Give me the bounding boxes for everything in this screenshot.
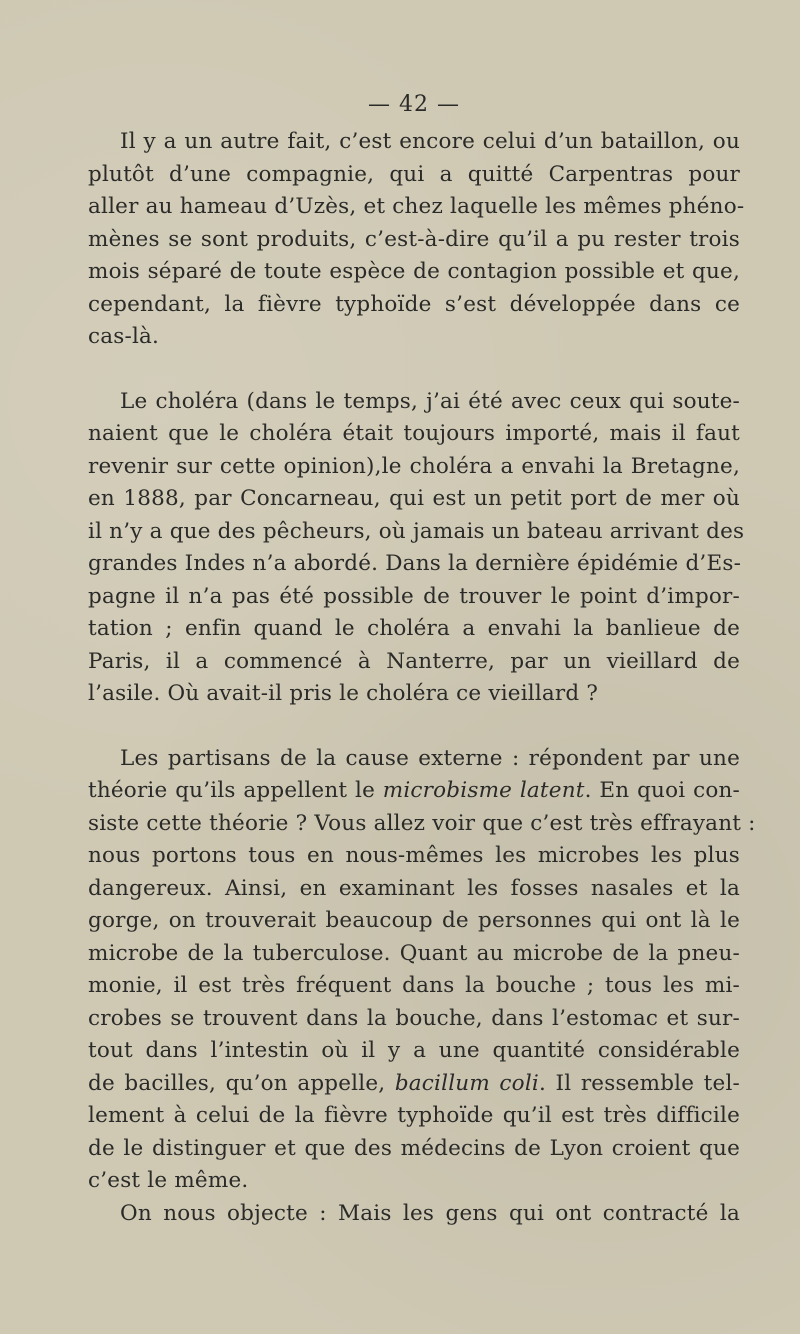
text-line: siste cette théorie ? Vous allez voir que c’est très effrayant : (88, 810, 756, 836)
book-page (88, 88, 756, 1230)
text-line: crobes se trouvent dans la bouche, dans l’estomac et sur- (88, 1005, 740, 1031)
text-line: cependant, la fièvre typhoïde s’est développée dans ce (88, 291, 740, 317)
text-line: mènes se sont produits, c’est-à-dire qu’il a pu rester trois (88, 226, 740, 252)
text-line: Les partisans de la cause externe : répondent par une (120, 745, 740, 771)
text-line: monie, il est très fréquent dans la bouche ; tous les mi- (88, 973, 740, 998)
text-segment: . Il ressemble tel- (538, 1070, 740, 1096)
text-line: cas-là. (88, 324, 160, 349)
paragraph-gap (88, 354, 740, 386)
paragraph-4 (88, 1198, 740, 1231)
text-line: Paris, il a commencé à Nanterre, par un vieillard de (88, 648, 740, 674)
text-line: tout dans l’intestin où il y a une quantité considérable (88, 1038, 740, 1063)
text-line: plutôt d’une compagnie, qui a quitté Carpentras pour (88, 161, 740, 187)
text-segment: théorie qu’ils appellent le (88, 778, 383, 803)
italic-term-microbisme-latent: microbisme latent (382, 778, 585, 803)
text-line: tation ; enfin quand le choléra a envahi la banlieue de (88, 616, 740, 641)
page-number: — 42 — (368, 92, 460, 117)
paragraph-1 (88, 126, 745, 354)
text-line: Il y a un autre fait, c’est encore celui d’un bataillon, ou (120, 129, 740, 154)
text-line: grandes Indes n’a abordé. Dans la dernière épidémie d’Es- (88, 551, 742, 576)
text-line: aller au hameau d’Uzès, et chez laquelle les mêmes phéno- (88, 194, 745, 219)
text-line: l’asile. Où avait-il pris le choléra ce vieillard ? (88, 681, 599, 706)
italic-term-bacillum-coli: bacillum coli (394, 1070, 539, 1096)
text-line: Le choléra (dans le temps, j’ai été avec ceux qui soute- (120, 388, 740, 414)
text-line-with-italic (88, 1068, 740, 1101)
text-segment: . En quoi con- (584, 778, 740, 803)
text-line: en 1888, par Concarneau, qui est un petit port de mer où (88, 486, 740, 511)
paragraph-3 (88, 743, 756, 1198)
text-line: nous portons tous en nous-mêmes les microbes les plus (88, 843, 740, 868)
text-line: mois séparé de toute espèce de contagion possible et que, (88, 259, 740, 284)
text-line: gorge, on trouverait beaucoup de personnes qui ont là le (88, 908, 740, 933)
text-line: dangereux. Ainsi, en examinant les fosses nasales et la (88, 875, 740, 901)
text-segment: de bacilles, qu’on appelle, (88, 1070, 395, 1096)
text-line: pagne il n’a pas été possible de trouver le point d’impor- (88, 583, 740, 609)
paragraph-2 (88, 386, 745, 711)
text-line-with-italic (88, 775, 740, 808)
text-line: de le distinguer et que des médecins de Lyon croient que (88, 1135, 740, 1161)
text-line: c’est le même. (88, 1168, 249, 1193)
text-line: On nous objecte : Mais les gens qui ont contracté la (120, 1200, 740, 1226)
text-line: lement à celui de la fièvre typhoïde qu’il est très difficile (88, 1103, 740, 1128)
text-line: revenir sur cette opinion),le choléra a envahi la Bretagne, (88, 453, 740, 479)
paragraph-gap (88, 711, 740, 743)
text-line: microbe de la tuberculose. Quant au microbe de la pneu- (88, 940, 740, 966)
text-line: il n’y a que des pêcheurs, où jamais un bateau arrivant des (88, 518, 745, 544)
text-line: naient que le choléra était toujours importé, mais il faut (88, 421, 740, 446)
